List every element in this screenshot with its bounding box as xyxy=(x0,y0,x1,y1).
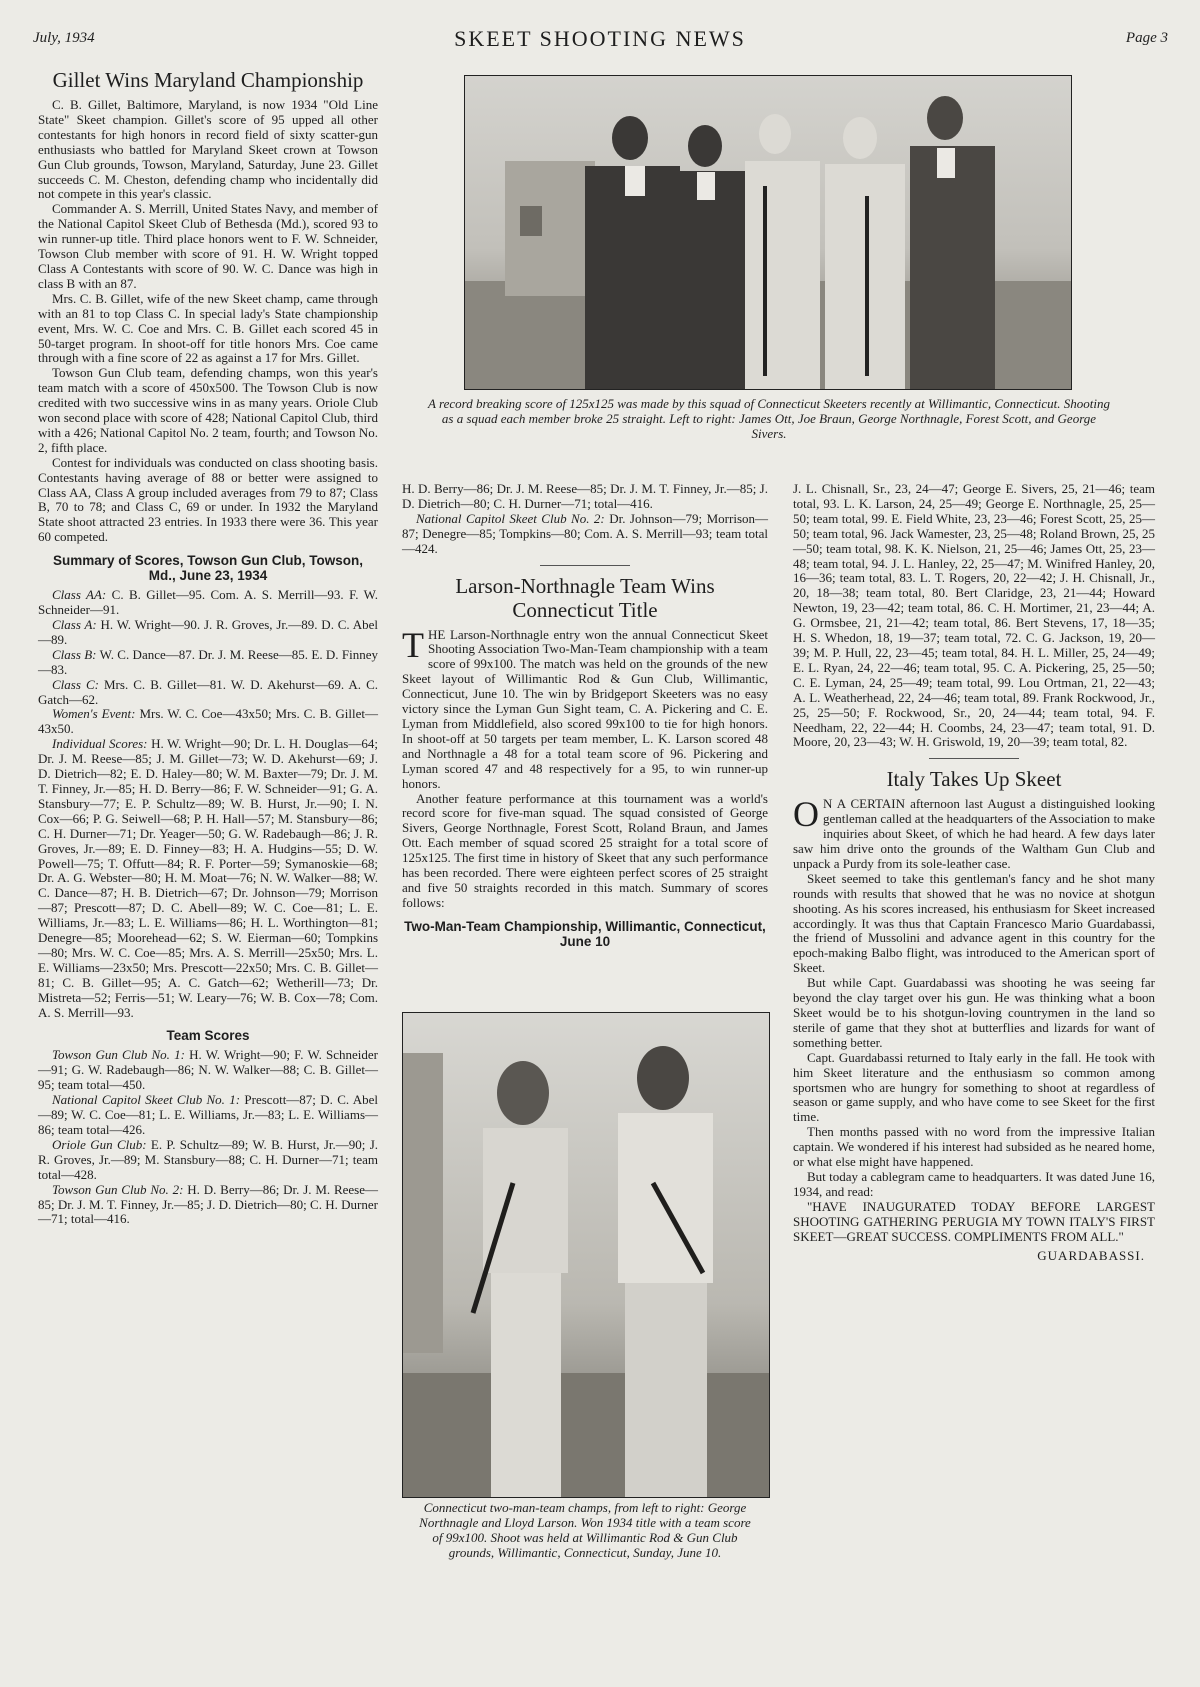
article-title-italy: Italy Takes Up Skeet xyxy=(886,767,1062,792)
issue-date: July, 1934 xyxy=(33,30,95,46)
divider xyxy=(540,565,630,566)
publication-title: SKEET SHOOTING NEWS xyxy=(454,26,746,51)
column-left xyxy=(38,68,378,1227)
article-paragraph: Capt. Guardabassi returned to Italy early in the fall. He took with him Skeet literature and the enthusiasm so common among sportsmen who are hungry for something to shoot at regardless of season or game supply, and who have come to see Skeet for the first time. xyxy=(793,1049,1155,1125)
article-paragraph: Contest for individuals was conducted on class shooting basis. Contestants having average of 88 or better were assigned to Class AA, Class A group included averages from 79 to 87; Class B, 70 to 78; and Class C, 69 or under. In 1932 the Maryland State shoot attracted 23 entries. In 1933 there were 36. This year 60 competed. xyxy=(38,454,378,545)
article-paragraph: Skeet seemed to take this gentleman's fancy and he shot many rounds with results that showed that he was no novice at shotgun shooting. As his scores increased, his enthusiasm for Skeet increased accordingly. It was thus that Captain Francesco Mario Guardabassi, the friend of Mussolini and advance agent in this country for the epoch-making Balbo flight, was introduced to the American sport of Skeet. xyxy=(793,870,1155,976)
column-right xyxy=(793,482,1155,1263)
page-number: Page 3 xyxy=(1125,30,1168,46)
score-class: Class C: Mrs. C. B. Gillet—81. W. D. Akehurst—69. A. C. Gatch—62. xyxy=(38,676,378,707)
signature: GUARDABASSI. xyxy=(1037,1247,1145,1263)
team-score: National Capitol Skeet Club No. 2: Dr. Johnson—79; Morrison—87; Denegre—85; Tompkins—80; Com. A. S. Merrill—93; team total—424. xyxy=(402,510,769,556)
champs-photo-caption: Connecticut two-man-team champs, from left to right: George Northnagle and Lloyd Larson. Won 1934 title with a team score of 99x100. Shoot was held at Willimantic Rod & Gun Club grounds, Willimantic, Connecticut, Sunday, June 10. xyxy=(419,1500,751,1560)
article-paragraph: But today a cablegram came to headquarters. It was dated June 16, 1934, and read: xyxy=(793,1168,1155,1199)
article-paragraph: Another feature performance at this tournament was a world's record score for five-man squad. The squad consisted of George Sivers, George Northnagle, Forest Scott, Roland Braun, and James Ott. Each member of squad scored 25 straight for a total score of 125x125. The first time in history of Skeet that any such performance has been recorded. There were eighteen perfect scores of 25 straight and five 50 straights recorded in this match. Summary of scores follows: xyxy=(402,790,768,910)
score-class: Class A: H. W. Wright—90. J. R. Groves, Jr.—89. D. C. Abel—89. xyxy=(38,617,379,647)
article-paragraph: C. B. Gillet, Baltimore, Maryland, is now 1934 "Old Line State" Skeet champion. Gillet's score of 95 upped all other contestants for high honors in record field of sixty scatter-gun enthusiasts who battled for Maryland Skeet crown at Towson Gun Club grounds, Towson, Maryland, Saturday, June 23. Gillet succeeds C. M. Cheston, defending champ who incidentally did not compete in this year's classic. xyxy=(38,97,378,202)
team-scores-heading: Team Scores xyxy=(166,1028,250,1044)
score-class: Women's Event: Mrs. W. C. Coe—43x50; Mrs. C. B. Gillet—43x50. xyxy=(38,706,378,737)
article-paragraph: Then months passed with no word from the impressive Italian captain. We wondered if his interest had subsided as he neared home, or what else might have happened. xyxy=(793,1124,1155,1170)
score-class: Class AA: C. B. Gillet—95. Com. A. S. Merrill—93. F. W. Schneider—91. xyxy=(38,587,378,618)
champs-photo xyxy=(402,1012,770,1498)
score-summary: J. L. Chisnall, Sr., 23, 24—47; George E. Sivers, 25, 21—46; team total, 93. L. K. Larson, 24, 25—49; George E. Northnagle, 25, 25—50; team total, 99. E. Field White, 23, 23—46; Forest Scott, 25, 25—50; team total, 96. Jack Wamester, 23, 25—48; Roland Brown, 25, 25—50; team total, 98. K. K. Nielson, 21, 25—46; James Ott, 25, 23—48; team total, 94. J. L. Hanley, 22, 25—47; M. Winifred Hanley, 20, 16—36; team total, 83. L. T. Rogers, 20, 22—42; J. H. Chisnall, Jr., 20, 18—38; team total, 80. Bert Claridge, 23, 21—44; Howard Newton, 19, 23—42; team total, 86. C. H. Mortimer, 21, 23—44; A. G. Ormsbee, 21, 21—42; team total, 86. Bert Stevens, 17, 18—35; H. S. Whedon, 18, 19—37; team total, 72. C. G. Jackson, 19, 20—39; M. P. Hull, 22, 23—45; team total, 84. H. L. Miller, 25, 24—49; E. L. Ryan, 24, 22—46; team total, 95. C. A. Pickering, 25, 25—50; C. E. Lyman, 24, 25—49; team total, 99. Lou Ortman, 21, 22—43; A. L. Weatherhead, 22, 24—46; team total, 89. Frank Rockwood, Jr., 25, 25—50; F. Rockwood, Sr., 20, 24—44; team total, 94. F. Needham, 22, 22—44; H. Coombs, 24, 23—47; team total, 91. D. Moore, 20, 23—43; W. H. Griswold, 19, 20—39; team total, 82. xyxy=(793,481,1155,750)
team-score: Oriole Gun Club: E. P. Schultz—89; W. B. Hurst, Jr.—90; J. R. Groves, Jr.—89; M. Stansbury—88; C. H. Durner—71; team total—428. xyxy=(38,1136,378,1182)
score-class: Class B: W. C. Dance—87. Dr. J. M. Reese—85. E. D. Finney—83. xyxy=(38,646,378,677)
article-paragraph: But while Capt. Guardabassi was shooting he was seeing far beyond the clay target over his gun. He was thinking what a boon Skeet would be to his shotgun-loving countrymen in the land so sterile of game that they shot at butterflies and lizards for want of something better. xyxy=(793,975,1155,1050)
article-paragraph: Towson Gun Club team, defending champs, won this year's team match with a score of 450x500. The Towson Club is now credited with two successive wins in as many years. Oriole Club won second place with score of 428; National Capitol Club, third with a 426; National Capitol No. 2 team, fourth; and Towson No. 2, fifth place. xyxy=(38,365,378,455)
cablegram-text: "HAVE INAUGURATED TODAY BEFORE LARGEST SHOOTING GATHERING PERUGIA MY TOWN ITALY'S FIRST SKEET—GREAT SUCCESS. COMPLIMENTS FROM ALL." xyxy=(793,1198,1155,1244)
article-paragraph: Commander A. S. Merrill, United States Navy, and member of the National Capitol Skeet Club of Bethesda (Md.), scored 93 to win runner-up title. Third place honors went to F. W. Schneider, Towson Club member with score of 91. H. W. Wright topped Class A Contestants with score of 90. W. C. Dance was high in class B with an 87. xyxy=(38,201,378,291)
team-score: Towson Gun Club No. 1: H. W. Wright—90; F. W. Schneider—91; G. W. Radebaugh—86; N. W. Walker—88; C. B. Gillet—95; team total—450. xyxy=(38,1047,379,1093)
summary-heading: Two-Man-Team Championship, Willimantic, Connecticut, June 10 xyxy=(404,918,766,949)
team-score: National Capitol Skeet Club No. 1: Prescott—87; D. C. Abel—89; W. C. Coe—81; L. E. Williams, Jr.—83; L. E. Williams—86; team total—426. xyxy=(38,1092,378,1137)
column-middle xyxy=(402,482,768,954)
summary-heading: Summary of Scores, Towson Gun Club, Towson, Md., June 23, 1934 xyxy=(52,553,364,584)
squad-photo xyxy=(464,75,1072,390)
divider xyxy=(929,758,1019,759)
team-score: H. D. Berry—86; Dr. J. M. Reese—85; Dr. J. M. T. Finney, Jr.—85; J. D. Dietrich—80; C. H. Durner—71; total—416. xyxy=(402,481,768,511)
article-paragraph: THE Larson-Northnagle entry won the annual Connecticut Skeet Shooting Association Two-Man-Team championship with a team score of 99x100. The match was held on the grounds of the new Skeet layout of Willimantic Rod & Gun Club, Willimantic, Connecticut, June 10. The win by Bridgeport Skeeters was no easy victory since the Lyman Gun Sight team, C. A. Pickering and C. E. Lyman from Middlefield, also scored 99x100 to tie for high honors. In shoot-off at 50 targets per team member, L. K. Larson scored 48 and Northnagle a 48 for a total team score of 96. Pickering and Lyman scored 47 and 48 respectively for a 95, to win runner-up honors. xyxy=(402,624,768,791)
score-class: Individual Scores: H. W. Wright—90; Dr. L. H. Douglas—64; Dr. J. M. Reese—85; J. M. Gillet—73; W. D. Akehurst—69; J. D. Dietrich—82; E. D. Haley—80; W. M. Baxter—79; Dr. J. M. T. Finney, Jr.—85; H. D. Berry—86; F. W. Schneider—91; G. A. Stansbury—77; E. P. Schultz—89; W. B. Hurst, Jr.—90; I. N. Cox—66; P. G. Seiwell—68; P. H. Hall—57; M. Stansbury—86; C. H. Durner—71; Dr. Yeager—50; G. W. Radebaugh—86; J. R. Groves, Jr.—89; E. D. Finney—83; H. A. Hudgins—55; D. W. Powell—75; T. Offutt—84; R. F. Porter—59; Symanoskie—68; Dr. A. G. Webster—80; H. M. Moat—76; N. W. Walker—88; W. C. Dance—87; H. B. Dietrich—67; Dr. Johnson—79; Morrison—87; Prescott—87; D. C. Abell—89; W. C. Coe—81; L. E. Williams, Jr.—83; L. E. Williams—86; H. L. Worthington—81; Denegre—85; Moorehead—62; S. W. Eierman—60; Tompkins—80; Mrs. W. C. Coe—85; Mrs. A. S. Merrill—25x50; Mrs. L. E. Williams—23x50; Mrs. Prescott—22x50; Mrs. C. B. Gillet—81; C. B. Gillet—95; A. C. Gatch—62; Wetherill—73; Dr. Mistreta—52; Ferris—51; W. Leary—76; W. B. Cox—78; Com. A. S. Merrill—93. xyxy=(38,736,378,1020)
drop-cap: O xyxy=(793,794,819,835)
article-paragraph: O N A CERTAIN afternoon last August a distinguished looking gentleman called at the headquarters of the Association to make inquiries about Skeet, of which he had heard. A few days later saw him drive onto the grounds of the Waltham Gun Club and unpack a Purdy from its sole-leather case. xyxy=(793,794,1155,871)
drop-cap: T xyxy=(402,624,424,665)
article-title-gillet: Gillet Wins Maryland Championship xyxy=(52,68,364,92)
article-paragraph: Mrs. C. B. Gillet, wife of the new Skeet champ, came through with an 81 to top Class C. In special lady's State championship event, Mrs. W. C. Coe and Mrs. C. B. Gillet each scored 45 in 50-target program. In shoot-off for title honors Mrs. Coe came through with a fine score of 22 as against a 17 for Mrs. Gillet. xyxy=(38,290,378,366)
team-score: Towson Gun Club No. 2: H. D. Berry—86; Dr. J. M. Reese—85; Dr. J. M. T. Finney, Jr.—85; J. D. Dietrich—80; C. H. Durner—71; total—416. xyxy=(38,1181,379,1227)
squad-photo-caption: A record breaking score of 125x125 was made by this squad of Connecticut Skeeters recently at Willimantic, Connecticut. Shooting as a squad each member broke 25 straight. Left to right: James Ott, Joe Braun, George Northnagle, Forest Scott, and George Sivers. xyxy=(428,396,1110,441)
article-title-larson: Larson-Northnagle Team Wins Connecticut Title xyxy=(455,573,715,622)
